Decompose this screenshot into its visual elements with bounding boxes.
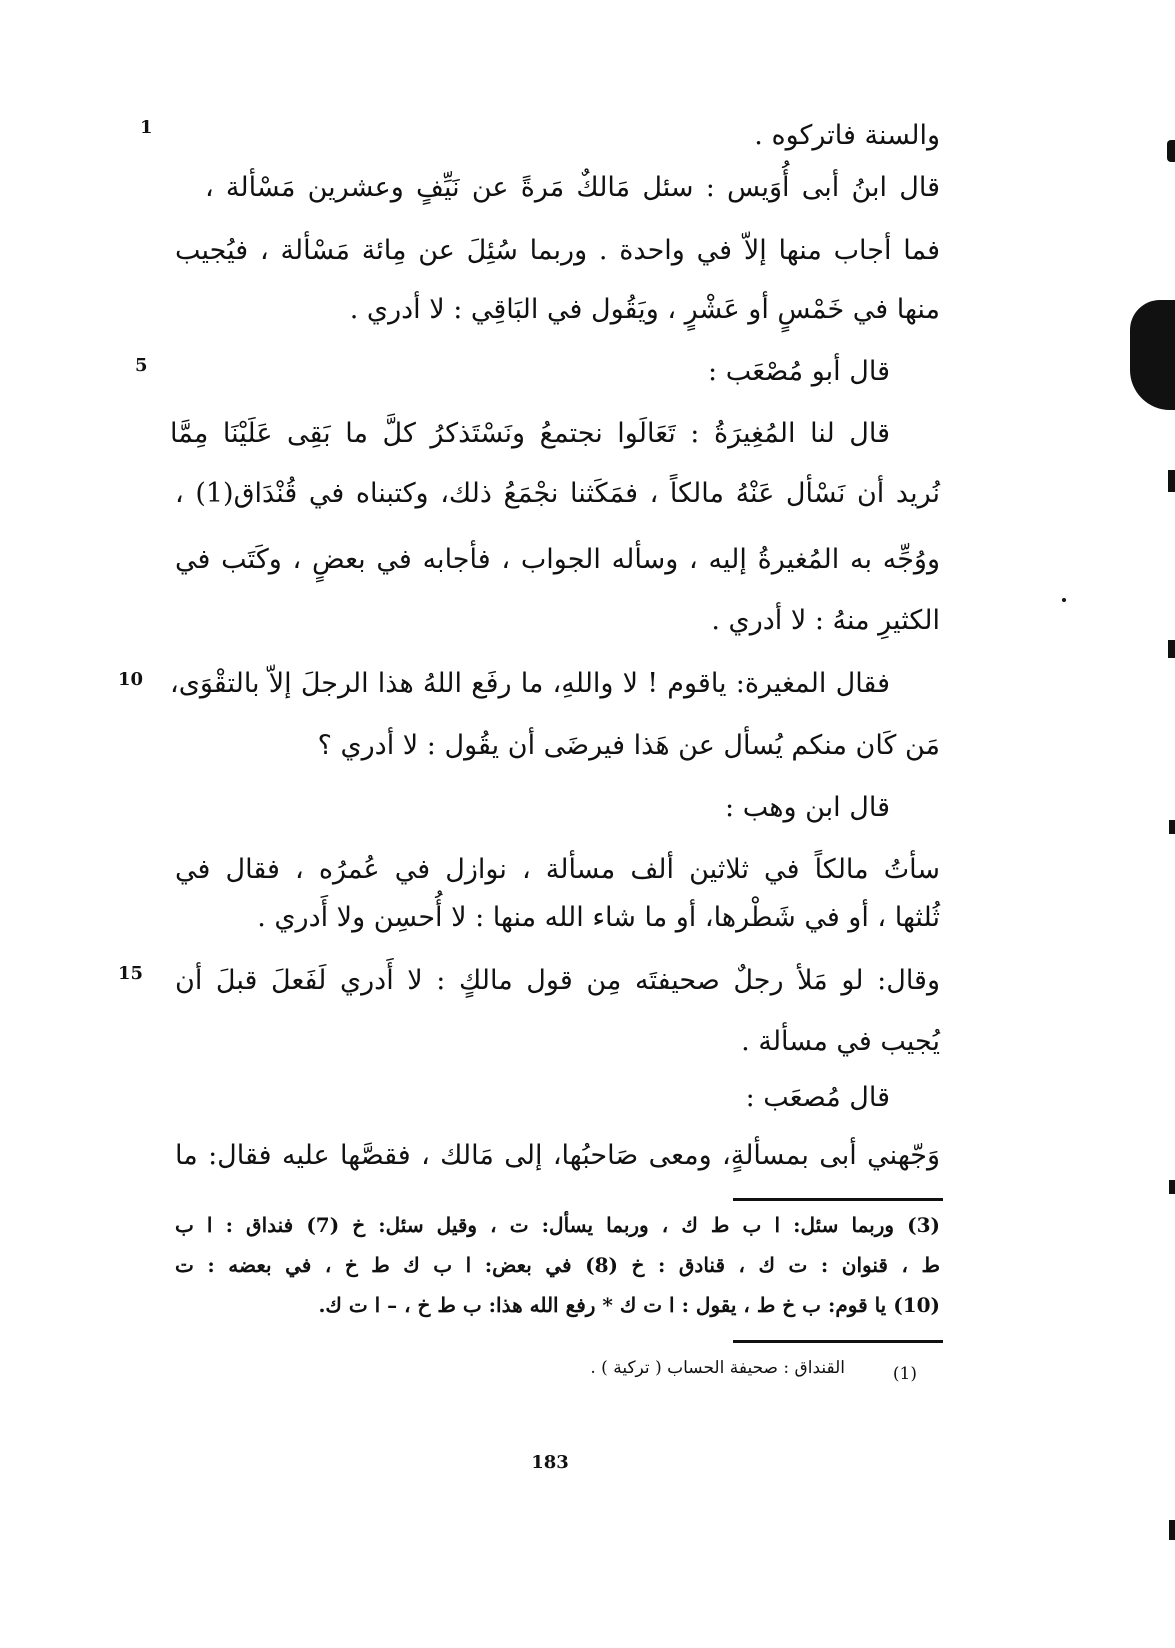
body-line: الكثيرِ منهُ : لا أدري . (711, 605, 940, 636)
gloss-text: القنداق : صحيفة الحساب ( تركية ) . (590, 1358, 845, 1378)
body-line: وَجّهني أبى بمسألةٍ، ومعى صَاحبُها، إلى مَالك ، فقصَّها عليه فقال: ما (175, 1140, 940, 1171)
footnote-line: (10) يا قوم: ب خ ط ، يقول : ا ت ك * رفع الله هذا: ب ط خ ، – ا ت ك. (318, 1293, 940, 1317)
body-line: فقال المغيرة: ياقوم ! لا واللهِ، ما رفَع اللهُ هذا الرجلَ إلاّ بالتقْوَى، (170, 668, 890, 699)
body-line: نُريد أن نَسْأل عَنْهُ مالكاً ، فمَكَثنا نجْمَعُ ذلك، وكتبناه في قُنْدَاق(1) ، (175, 478, 940, 509)
scan-speck (1168, 470, 1175, 492)
gloss-marker: (1) (892, 1364, 917, 1384)
scan-speck (1169, 820, 1175, 834)
scan-speck (1169, 1520, 1175, 1540)
body-line: والسنة فاتركوه . (754, 120, 940, 151)
line-marker-10: 10 (118, 669, 144, 690)
line-marker-1: 1 (140, 117, 153, 138)
scan-speck (1062, 598, 1066, 602)
page-number: 183 (531, 1452, 569, 1473)
body-line: قال مُصعَب : (745, 1082, 890, 1113)
body-line: قال ابن وهب : (725, 792, 890, 823)
scan-speck (1168, 640, 1175, 658)
body-line: قال لنا المُغِيرَةُ : تَعَالَوا نجتمعُ ونَسْتَذكرُ كلَّ ما بَقِى عَلَيْنَا مِمَّا (170, 418, 890, 449)
body-line: سأتُ مالكاً في ثلاثين ألف مسألة ، نوازل في عُمرُه ، فقال في (175, 854, 940, 885)
body-line: منها في خَمْسٍ أو عَشْرٍ ، ويَقُول في البَاقِي : لا أدري . (349, 294, 940, 325)
body-line: مَن كَان منكم يُسأل عن هَذا فيرضَى أن يقُول : لا أدري ؟ (317, 730, 940, 761)
body-line: ثُلثها ، أو في شَطْرها، أو ما شاء الله منها : لا أُحسِن ولا أَدري . (257, 902, 940, 933)
body-line: يُجيب في مسألة . (741, 1026, 940, 1057)
scan-speck (1167, 140, 1175, 162)
scan-speck (1130, 300, 1175, 410)
body-line: وقال: لو مَلأ رجلٌ صحيفتَه مِن قول مالكٍ : لا أَدري لَفَعلَ قبلَ أن (175, 965, 940, 996)
footnote-line: ط ، قنوان : ت ك ، قنادق : خ (8) في بعض: ا ب ك ط خ ، في بعضه : ت (175, 1253, 940, 1277)
line-marker-5: 5 (135, 355, 148, 376)
line-marker-15: 15 (118, 963, 144, 984)
body-line: قال أبو مُصْعَب : (708, 356, 890, 387)
body-line: فما أجاب منها إلاّ في واحدة . وربما سُئِلَ عن مِائة مَسْألة ، فيُجيب (175, 235, 940, 266)
footnote-line: (3) وربما سئل: ا ب ط ك ، وربما يسأل: ت ، وقيل سئل: خ (7) فنداق : ا ب (175, 1213, 941, 1237)
footnote-rule-bottom (733, 1340, 943, 1343)
body-line: ووُجِّه به المُغيرةُ إليه ، وسأله الجواب ، فأجابه في بعضٍ ، وكَتَب في (175, 544, 940, 575)
footnote-rule-top (733, 1198, 943, 1201)
scan-speck (1169, 1180, 1175, 1194)
body-line: قال ابنُ أبى أُوَيس : سئل مَالكٌ مَرةً عن نَيِّفٍ وعشرين مَسْألة ، (205, 172, 940, 203)
